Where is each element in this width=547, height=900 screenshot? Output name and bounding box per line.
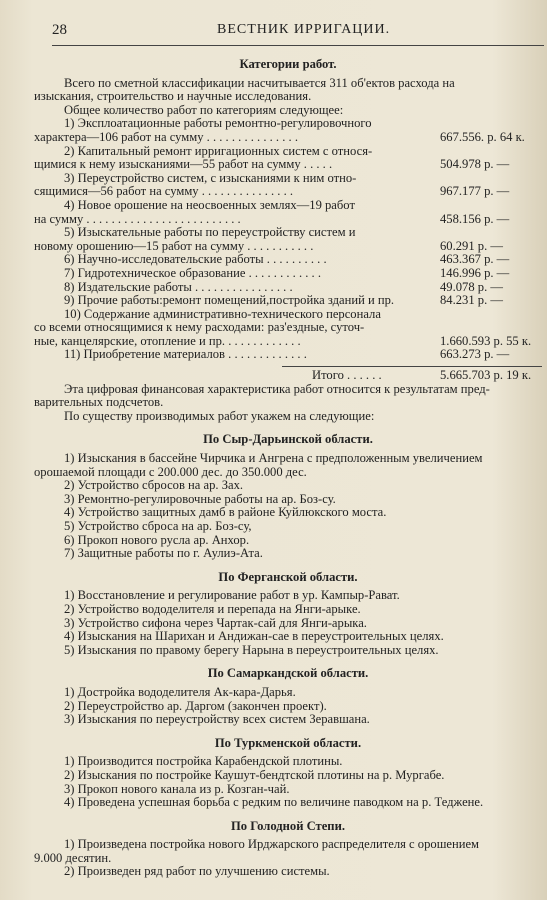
category-text: сящимися—56 работ на сумму . . . . . . . . . . . . . . . (34, 185, 294, 199)
paragraph-line: По существу производимых работ укажем на следующие: (64, 409, 375, 423)
total-label: Итого . . . . . . (312, 368, 382, 383)
section-heading-categories: Категории работ. (239, 57, 337, 71)
list-item: 1) Производится постройка Карабендской плотины. (64, 755, 343, 769)
running-title: ВЕСТНИК ИРРИГАЦИИ. (217, 22, 391, 37)
category-row (34, 240, 542, 254)
list-item: 5) Изыскания по правому берегу Нарына в переустроительных целях. (64, 643, 439, 657)
category-amount: 463.367 р. — (440, 252, 510, 267)
paragraph-line: варительных подсчетов. (34, 396, 164, 410)
category-list (34, 117, 542, 362)
category-text: щимися к нему изысканиями—55 работ на сумму . . . . . (34, 158, 333, 172)
category-row (34, 185, 542, 199)
category-row (34, 131, 542, 145)
list-item: 5) Устройство сброса на ар. Боз-су, (64, 520, 252, 533)
list-item: 1) Произведена постройка нового Ирджарского распределителя с орошением (64, 838, 480, 852)
category-row (34, 267, 542, 281)
list-item: 1) Достройка вододелителя Ак-кара-Дарья. (64, 685, 296, 699)
category-amount: 84.231 р. — (440, 293, 503, 308)
category-amount: 667.556. р. 64 к. (440, 129, 525, 144)
list-item: орошаемой площади с 200.000 дес. до 350.000 дес. (34, 465, 307, 479)
total-value: 5.665.703 р. 19 к. (440, 368, 532, 383)
list-item: 2) Изыскания по постройке Каушут-бендтской плотины на р. Мургабе. (64, 768, 445, 782)
paragraph-line: изыскания, строительство и научные исследования. (34, 90, 312, 104)
paragraph-line: Общее количество работ по категориям следующее: (64, 103, 344, 117)
category-text: 8) Издательские работы . . . . . . . . . . . . . . . . (64, 280, 293, 294)
list-item: 2) Произведен ряд работ по улучшению системы. (64, 865, 330, 879)
category-text: 6) Научно-исследовательские работы . . . . . . . . . . (64, 253, 327, 267)
list-item: 6) Прокоп нового русла ар. Анхор. (64, 533, 250, 547)
section-heading-hungry-steppe: По Голодной Степи. (231, 818, 345, 833)
list-item: 4) Устройство защитных дамб в районе Куйлюкского моста. (64, 506, 387, 520)
category-text: 11) Приобретение материалов . . . . . . . . . . . . . (64, 348, 307, 362)
category-row (34, 348, 542, 362)
category-amount: 458.156 р. — (440, 211, 510, 226)
list-item: 4) Изыскания на Шарихан и Андижан-сае в переустроительных целях. (64, 630, 444, 644)
header-rule (52, 45, 544, 46)
category-text: новому орошению—15 работ на сумму . . . . . . . . . . . (34, 239, 314, 253)
category-row (34, 213, 542, 227)
list-item: 1) Восстановление и регулирование работ в ур. Кампыр-Рават. (64, 589, 400, 603)
category-amount: 49.078 р. — (440, 279, 503, 294)
category-text: 9) Прочие работы:ремонт помещений,постройка зданий и пр. (64, 294, 395, 308)
list-item: 2) Переустройство ар. Даргом (закончен проект). (64, 699, 327, 713)
list-item: 3) Изыскания по переустройству всех систем Зеравшана. (64, 713, 370, 727)
category-row (34, 281, 542, 295)
total-row (282, 366, 542, 383)
list-item: 2) Устройство вододелителя и перепада на Янги-арыке. (64, 602, 361, 616)
list-item: 3) Прокоп нового канала из р. Козган-чай. (64, 782, 290, 796)
category-text: на сумму . . . . . . . . . . . . . . . . . . . . . . . . . (34, 212, 241, 226)
section-heading-samarkand: По Самаркандской области. (207, 666, 369, 681)
list-item: 7) Защитные работы по г. Аулиэ-Ата. (64, 547, 263, 561)
category-line: 10) Содержание административно-технического персонала (64, 307, 381, 321)
category-amount: 146.996 р. — (440, 265, 510, 280)
list-item: 4) Проведена успешная борьба с редким по величине паводком на р. Теджене. (64, 796, 484, 810)
category-line: 1) Эксплоатационные работы ремонтно-регулировочного (64, 117, 372, 131)
section-heading-fergana: По Ферганской области. (218, 569, 358, 584)
list-item: 3) Ремонтно-регулировочные работы на ар. Боз-су. (64, 492, 336, 506)
list-item: 9.000 десятин. (34, 851, 112, 865)
page-content (34, 58, 542, 879)
category-row (34, 253, 542, 267)
category-row (34, 158, 542, 172)
category-amount: 967.177 р. — (440, 184, 510, 199)
list-item: 2) Устройство сбросов на ар. Зах. (64, 479, 244, 493)
category-row (34, 294, 542, 308)
category-text: 7) Гидротехническое образование . . . . . . . . . . . . (64, 266, 322, 280)
paragraph-line: Эта цифровая финансовая характеристика работ относится к результатам пред- (64, 382, 490, 396)
list-item: 1) Изыскания в бассейне Чирчика и Ангрена с предположенным увеличением (64, 452, 483, 466)
category-amount: 504.978 р. — (440, 157, 510, 172)
section-heading-turkmen: По Туркменской области. (214, 735, 362, 750)
paragraph-line: Всего по сметной классификации насчитывается 311 об'ектов расхода на (64, 76, 455, 90)
page-number: 28 (52, 22, 67, 38)
category-row (34, 335, 542, 349)
category-text: характера—106 работ на сумму . . . . . . . . . . . . . . . (34, 130, 298, 144)
category-line: 3) Переустройство систем, с изысканиями к ним отно- (64, 171, 357, 185)
category-amount: 60.291 р. — (440, 238, 503, 253)
category-line: 4) Новое орошение на неосвоенных землях—19 работ (64, 198, 355, 212)
category-line: 2) Капитальный ремонт ирригационных систем с относя- (64, 144, 373, 158)
list-item: 3) Устройство сифона через Чартак-сай для Янги-арыка. (64, 616, 367, 630)
page-header (52, 22, 492, 42)
category-amount: 1.660.593 р. 55 к. (440, 333, 532, 348)
category-line: со всеми относящимися к нему расходами: раз'ездные, суточ- (34, 321, 365, 335)
category-text: ные, канцелярские, отопление и пр. . . . . . . . . . . . . (34, 334, 301, 348)
category-line: 5) Изыскательные работы по переустройству систем и (64, 226, 356, 240)
section-heading-syr-darya: По Сыр-Дарьинской области. (203, 432, 373, 447)
category-amount: 663.273 р. — (440, 347, 510, 362)
